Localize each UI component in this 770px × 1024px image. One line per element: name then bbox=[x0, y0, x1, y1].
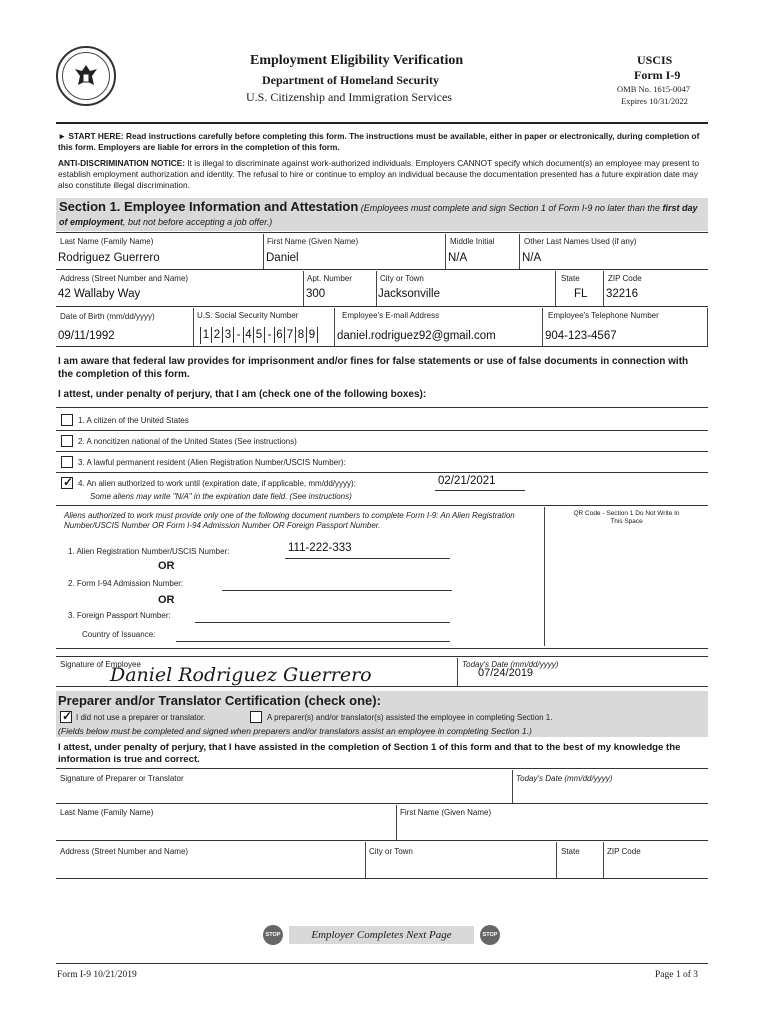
ssn-digit: 6 bbox=[274, 327, 285, 343]
preparer-last-name-label: Last Name (Family Name) bbox=[60, 808, 154, 817]
preparer-note: (Fields below must be completed and signed when preparers and/or translators assist an employee in completing Section 1.) bbox=[58, 726, 532, 736]
zip-field[interactable]: 32216 bbox=[606, 288, 638, 300]
ssn-label: U.S. Social Security Number bbox=[197, 311, 299, 320]
email-field[interactable]: daniel.rodriguez92@gmail.com bbox=[337, 330, 496, 342]
state-label: State bbox=[561, 274, 580, 283]
ssn-digit: 3 bbox=[223, 327, 234, 343]
or-divider-1: OR bbox=[158, 560, 175, 572]
employee-date-label: Today's Date (mm/dd/yyyy) bbox=[462, 660, 559, 669]
ssn-digit: 2 bbox=[212, 327, 223, 343]
preparer-address-label: Address (Street Number and Name) bbox=[60, 847, 189, 856]
preparer-first-name-label: First Name (Given Name) bbox=[400, 808, 492, 817]
employee-date-field[interactable]: 07/24/2019 bbox=[478, 667, 534, 679]
no-preparer-option: I did not use a preparer or translator. bbox=[76, 713, 206, 722]
preparer-used-checkbox[interactable] bbox=[250, 711, 262, 723]
email-label: Employee's E-mail Address bbox=[342, 311, 440, 320]
ssn-digit: 1 bbox=[201, 327, 212, 343]
section1-title bbox=[59, 200, 705, 229]
preparer-used-option: A preparer(s) and/or translator(s) assisted the employee in completing Section 1. bbox=[267, 713, 553, 722]
qr-code-label: QR Code - Section 1 Do Not Write In This Space bbox=[573, 510, 680, 525]
address-field[interactable]: 42 Wallaby Way bbox=[58, 288, 141, 300]
aliens-note: Aliens authorized to work must provide only one of the following document numbers to complete Form I-9: An Alien Registration Number/USCIS Number OR Form I-94 Admission Number OR Foreign Passport Number. bbox=[64, 511, 515, 530]
other-names-label: Other Last Names Used (if any) bbox=[524, 237, 637, 246]
ssn-digit: 5 bbox=[254, 327, 265, 343]
agency-name: U.S. Citizenship and Immigration Services bbox=[246, 90, 452, 104]
middle-initial-field[interactable]: N/A bbox=[448, 252, 468, 264]
ssn-digit: 4 bbox=[243, 327, 254, 343]
i94-label: 2. Form I-94 Admission Number: bbox=[68, 579, 184, 588]
aware-statement: I am aware that federal law provides for imprisonment and/or fines for false statements or use of false documents in connection with the completion of this form. bbox=[58, 356, 689, 380]
ssn-field[interactable]: 1 2 3 - 4 5 - 6 7 8 9 bbox=[200, 327, 318, 344]
citizen-checkbox[interactable] bbox=[61, 414, 73, 426]
stop-icon-right: STOP bbox=[480, 925, 500, 945]
last-name-label: Last Name (Family Name) bbox=[60, 237, 154, 246]
form-number: Form I-9 bbox=[634, 68, 681, 82]
alien-reg-field[interactable]: 111-222-333 bbox=[288, 542, 352, 554]
alien-authorized-checkbox[interactable] bbox=[61, 477, 73, 489]
section1-subtitle-b: first day of employment bbox=[59, 203, 698, 227]
address-label: Address (Street Number and Name) bbox=[60, 274, 189, 283]
anti-discrimination-notice bbox=[58, 158, 708, 191]
city-label: City or Town bbox=[380, 274, 424, 283]
anti-discrimination-title: ANTI-DISCRIMINATION NOTICE: bbox=[58, 158, 186, 168]
stop-icon: STOP bbox=[263, 925, 283, 945]
phone-label: Employee's Telephone Number bbox=[548, 311, 659, 320]
citizen-option: 1. A citizen of the United States bbox=[78, 416, 189, 425]
expiration-date-field[interactable]: 02/21/2021 bbox=[438, 475, 496, 487]
qr-code-box bbox=[544, 507, 708, 646]
section1-subtitle-a: (Employees must complete and sign Section 1 of Form I-9 no later than the bbox=[360, 203, 663, 213]
dhs-seal bbox=[56, 46, 116, 106]
alien-reg-label: 1. Alien Registration Number/USCIS Number: bbox=[68, 547, 230, 556]
attest-statement: I attest, under penalty of perjury, that I am (check one of the following boxes): bbox=[58, 389, 427, 400]
form-title: Employment Eligibility Verification bbox=[250, 53, 464, 68]
noncitizen-national-option: 2. A noncitizen national of the United States (See instructions) bbox=[78, 437, 297, 446]
passport-label: 3. Foreign Passport Number: bbox=[68, 611, 171, 620]
expiration-note: Some aliens may write "N/A" in the expiration date field. (See instructions) bbox=[90, 492, 352, 501]
omb-number: OMB No. 1615-0047 bbox=[617, 84, 690, 94]
anti-discrimination-body: It is illegal to discriminate against work-authorized individuals. Employers CANNOT specify which document(s) an employee may present to establish employment authorization and identity. The refusal to hire or continue to employ an individual because the documentation presented has a future expiration date may also constitute illegal discrimination. bbox=[58, 158, 700, 190]
ssn-digit: 8 bbox=[296, 327, 307, 343]
alien-authorized-option: 4. An alien authorized to work until (expiration date, if applicable, mm/dd/yyyy): bbox=[78, 479, 356, 488]
uscis-label: USCIS bbox=[637, 53, 673, 67]
first-name-label: First Name (Given Name) bbox=[267, 237, 359, 246]
page-number: Page 1 of 3 bbox=[655, 970, 699, 980]
preparer-title: Preparer and/or Translator Certification (check one): bbox=[58, 693, 381, 708]
dob-field[interactable]: 09/11/1992 bbox=[58, 330, 115, 342]
dob-label: Date of Birth (mm/dd/yyyy) bbox=[60, 312, 155, 321]
no-preparer-checkbox[interactable] bbox=[60, 711, 72, 723]
apt-label: Apt. Number bbox=[307, 274, 352, 283]
preparer-city-label: City or Town bbox=[369, 847, 413, 856]
start-here-notice: ► START HERE: Read instructions carefully before completing this form. The instructions must be available, either in paper or electronically, during completion of this form. Employers are liable for errors in the completion of this form. bbox=[58, 131, 700, 152]
next-page-banner: Employer Completes Next Page bbox=[289, 926, 474, 944]
preparer-date-label: Today's Date (mm/dd/yyyy) bbox=[516, 774, 613, 783]
middle-initial-label: Middle Initial bbox=[450, 237, 495, 246]
city-field[interactable]: Jacksonville bbox=[378, 288, 440, 300]
permanent-resident-checkbox[interactable] bbox=[61, 456, 73, 468]
preparer-state-label: State bbox=[561, 847, 580, 856]
eagle-icon bbox=[74, 63, 98, 89]
last-name-field[interactable]: Rodriguez Guerrero bbox=[58, 252, 160, 264]
employee-signature[interactable]: Daniel Rodriguez Guerrero bbox=[110, 664, 372, 686]
noncitizen-national-checkbox[interactable] bbox=[61, 435, 73, 447]
apt-field[interactable]: 300 bbox=[306, 288, 326, 300]
country-label: Country of Issuance: bbox=[82, 630, 156, 639]
zip-label: ZIP Code bbox=[608, 274, 642, 283]
other-names-field[interactable]: N/A bbox=[522, 252, 542, 264]
employee-signature-label: Signature of Employee bbox=[60, 660, 141, 669]
form-edition: Form I-9 10/21/2019 bbox=[57, 970, 137, 980]
department-name: Department of Homeland Security bbox=[262, 73, 439, 87]
ssn-digit: 7 bbox=[285, 327, 296, 343]
section1-heading: Section 1. Employee Information and Attestation bbox=[59, 199, 359, 214]
ssn-digit: 9 bbox=[307, 327, 318, 343]
permanent-resident-option: 3. A lawful permanent resident (Alien Registration Number/USCIS Number): bbox=[78, 458, 346, 467]
preparer-signature-label: Signature of Preparer or Translator bbox=[60, 774, 184, 783]
preparer-zip-label: ZIP Code bbox=[607, 847, 641, 856]
expiration-date: Expires 10/31/2022 bbox=[621, 96, 688, 106]
first-name-field[interactable]: Daniel bbox=[266, 252, 299, 264]
state-field[interactable]: FL bbox=[574, 288, 588, 300]
preparer-attest: I attest, under penalty of perjury, that I have assisted in the completion of Section 1 of this form and that to the best of my knowledge the information is true and correct. bbox=[58, 742, 681, 765]
section1-subtitle-c: , but not before accepting a job offer.) bbox=[123, 217, 273, 227]
or-divider-2: OR bbox=[158, 594, 175, 606]
phone-field[interactable]: 904-123-4567 bbox=[545, 330, 617, 342]
